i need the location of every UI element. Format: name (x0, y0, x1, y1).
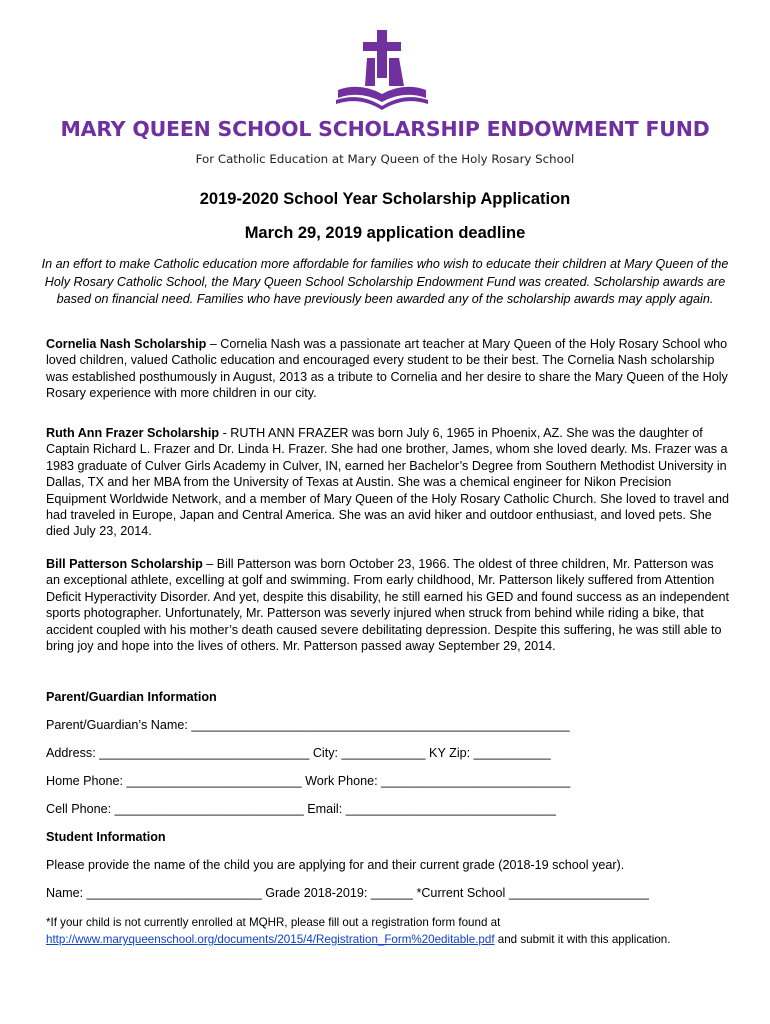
logo-left-figure (365, 58, 375, 86)
scholarship-ruth-ann-frazer (46, 425, 730, 540)
scholarship-description: – Bill Patterson was born October 23, 1966. The oldest of three children, Mr. Patterson was an exceptional athlete, excelling at golf and swimming. From early childhood, Mr. Patterson likely suffered from Attention Deficit Hyperactivity Disorder. And yet, despite this disability, he still earned his GED and found success as an independent sports photographer. Unfortunately, Mr. Patterson was severly injured when struck from behind while riding a bike, that accident coupled with his mother’s death caused severe debilitating depression. Despite this suffering, he was still able to bring joy and hope into the lives of others. Mr. Patterson passed away September 29, 2014. (46, 557, 729, 654)
footnote-text: *If your child is not currently enrolled at MQHR, please fill out a registration form found at (46, 916, 501, 929)
cross-horizontal-bar (363, 42, 401, 51)
student-section-heading: Student Information (46, 830, 166, 844)
footnote (46, 914, 746, 948)
scholarship-name: Cornelia Nash Scholarship (46, 337, 207, 351)
phone-fields[interactable]: Home Phone: _________________________ Work Phone: ___________________________ (46, 774, 571, 788)
logo-right-figure (389, 58, 404, 86)
org-subtitle: For Catholic Education at Mary Queen of the Holy Rosary School (195, 152, 575, 166)
student-instructions: Please provide the name of the child you are applying for and their current grade (2018-19 school year). (46, 858, 625, 872)
footnote-link-line (46, 931, 746, 948)
scholarship-cornelia-nash (46, 336, 730, 402)
address-field[interactable]: Address: ______________________________ City: ____________ KY Zip: ___________ (46, 746, 551, 760)
student-name-field[interactable]: Name: _________________________ Grade 2018-2019: ______ *Current School ____________________ (46, 886, 649, 900)
scholarship-bill-patterson (46, 556, 730, 654)
scholarship-description: – Cornelia Nash was a passionate art teacher at Mary Queen of the Holy Rosary School who loved children, valued Catholic education and encouraged every student to be their best. The Cornelia Nash scholarship was established posthumously in August, 2013 as a tribute to Cornelia and her desire to share the Mary Queen of the Holy Rosary experience with more children in our city. (46, 337, 728, 401)
footnote-text-after: and submit it with this application. (494, 933, 671, 946)
scholarship-name: Ruth Ann Frazer Scholarship (46, 426, 220, 440)
deadline-heading: March 29, 2019 application deadline (244, 224, 526, 242)
org-title: MARY QUEEN SCHOOL SCHOLARSHIP ENDOWMENT FUND (60, 117, 710, 141)
parent-section-heading: Parent/Guardian Information (46, 690, 217, 704)
intro-paragraph: In an effort to make Catholic education more affordable for families who wish to educate their children at Mary Queen of the Holy Rosary Catholic School, the Mary Queen School Scholarship Endowment Fund was created. Scholarship awards are based on financial need. Families who have previously been awarded any of the scholarship awards may apply again. (41, 257, 729, 306)
parent-name-field[interactable]: Parent/Guardian’s Name: ______________________________________________________ (46, 718, 570, 732)
cross-vertical-bar (377, 30, 387, 78)
scholarship-name: Bill Patterson Scholarship (46, 557, 203, 571)
registration-form-link[interactable]: http://www.maryqueenschool.org/documents/2015/4/Registration_Form%20editable.pdf (46, 933, 495, 946)
scholarship-description: - RUTH ANN FRAZER was born July 6, 1965 in Phoenix, AZ. She was the daughter of Captain Richard L. Frazer and Dr. Linda H. Frazer. She had one brother, James, whom she loved dearly. Ms. Frazer was a 1983 graduate of Culver Girls Academy in Culver, IN, earned her Bachelor’s Degree from Southern Methodist University in Dallas, TX and her MBA from the University of Texas at Austin. She was a chemical engineer for Nikon Precision Equipment Worldwide Network, and a member of Mary Queen of the Holy Rosary Catholic Church. She loved to travel and had traveled in Europe, Japan and Central America. She was an avid hiker and outdoor enthusiast, and loved pets. She died July 23, 2014. (46, 426, 729, 539)
cell-email-fields[interactable]: Cell Phone: ___________________________ Email: ______________________________ (46, 802, 556, 816)
school-logo (334, 28, 430, 112)
application-title: 2019-2020 School Year Scholarship Application (199, 190, 571, 208)
